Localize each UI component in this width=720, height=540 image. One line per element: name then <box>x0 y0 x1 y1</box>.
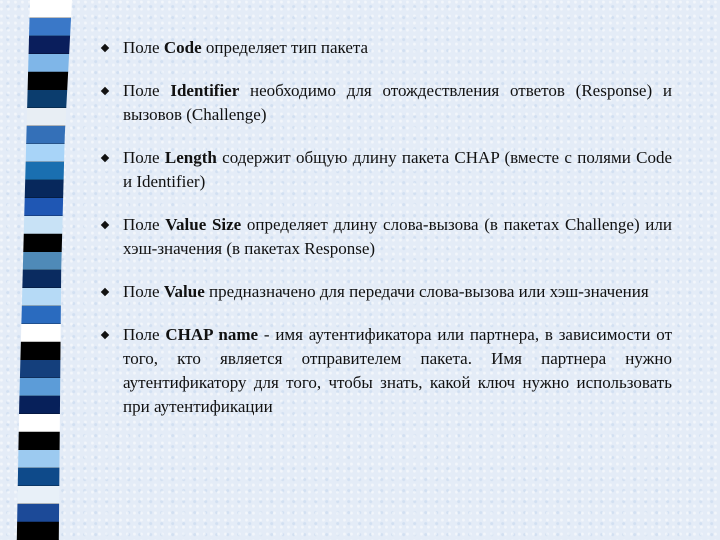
item-prefix: Поле <box>123 282 164 301</box>
item-text: предназначено для передачи слова-вызова или хэш-значения <box>204 282 649 301</box>
stripe-segment <box>12 18 72 36</box>
stripe-segment <box>12 108 72 126</box>
stripe-segment <box>12 486 72 504</box>
bullet-icon <box>101 44 109 52</box>
stripe-segment <box>12 288 72 306</box>
item-prefix: Поле <box>123 38 164 57</box>
stripe-segment <box>12 378 72 396</box>
stripe-segment <box>12 180 72 198</box>
item-keyword: Code <box>163 38 202 57</box>
stripe-segment <box>12 324 72 342</box>
item-keyword: Value <box>163 282 205 301</box>
item-text: - имя аутентификатора или партнера, в зависимости от того, кто является отправителем пакета. Имя партнера нужно аутентификатору для того, чтобы знать, какой ключ нужно использовать при аутентификации <box>123 325 672 416</box>
decorative-stripe-bar <box>12 0 72 540</box>
item-keyword: Length <box>164 148 217 167</box>
stripe-segment <box>12 72 72 90</box>
stripe-segment <box>12 270 72 288</box>
bullet-icon <box>101 154 109 162</box>
list-item-code <box>100 36 672 60</box>
bullet-icon <box>101 87 109 95</box>
stripe-segment <box>12 162 72 180</box>
item-prefix: Поле <box>123 325 166 344</box>
stripe-segment <box>12 0 72 18</box>
list-item-identifier <box>100 79 672 127</box>
stripe-segment <box>12 54 72 72</box>
stripe-segment <box>12 504 72 522</box>
stripe-segment <box>12 432 72 450</box>
stripe-segment <box>12 468 72 486</box>
bullet-icon <box>101 288 109 296</box>
list-item-value <box>100 280 672 304</box>
list-item-length <box>100 146 672 194</box>
stripe-segment <box>12 450 72 468</box>
stripe-segment <box>12 414 72 432</box>
stripe-segment <box>12 234 72 252</box>
stripe-segment <box>12 126 72 144</box>
stripe-segment <box>12 306 72 324</box>
item-prefix: Поле <box>123 215 166 234</box>
stripe-segment <box>12 144 72 162</box>
bullet-list <box>100 36 672 438</box>
item-keyword: Value Size <box>165 215 242 234</box>
stripe-segment <box>12 216 72 234</box>
list-item-chap-name <box>100 323 672 419</box>
bullet-icon <box>101 331 109 339</box>
stripe-segment <box>12 36 72 54</box>
stripe-segment <box>12 396 72 414</box>
item-keyword: Identifier <box>170 81 240 100</box>
item-text: определяет тип пакета <box>201 38 369 57</box>
list-item-value-size <box>100 213 672 261</box>
stripe-segment <box>12 342 72 360</box>
stripe-segment <box>12 198 72 216</box>
item-keyword: CHAP name <box>165 325 259 344</box>
stripe-segment <box>12 90 72 108</box>
stripe-segment <box>12 360 72 378</box>
item-prefix: Поле <box>123 148 165 167</box>
item-text: необходимо для отождествления ответов (Response) и вызовов (Challenge) <box>123 81 672 124</box>
item-text: определяет длину слова-вызова (в пакетах Challenge) или хэш-значения (в пакетах Response) <box>123 215 672 258</box>
stripe-segment <box>12 522 72 540</box>
bullet-icon <box>101 221 109 229</box>
item-prefix: Поле <box>123 81 171 100</box>
item-text: содержит общую длину пакета CHAP (вместе с полями Code и Identifier) <box>123 148 672 191</box>
stripe-segment <box>12 252 72 270</box>
